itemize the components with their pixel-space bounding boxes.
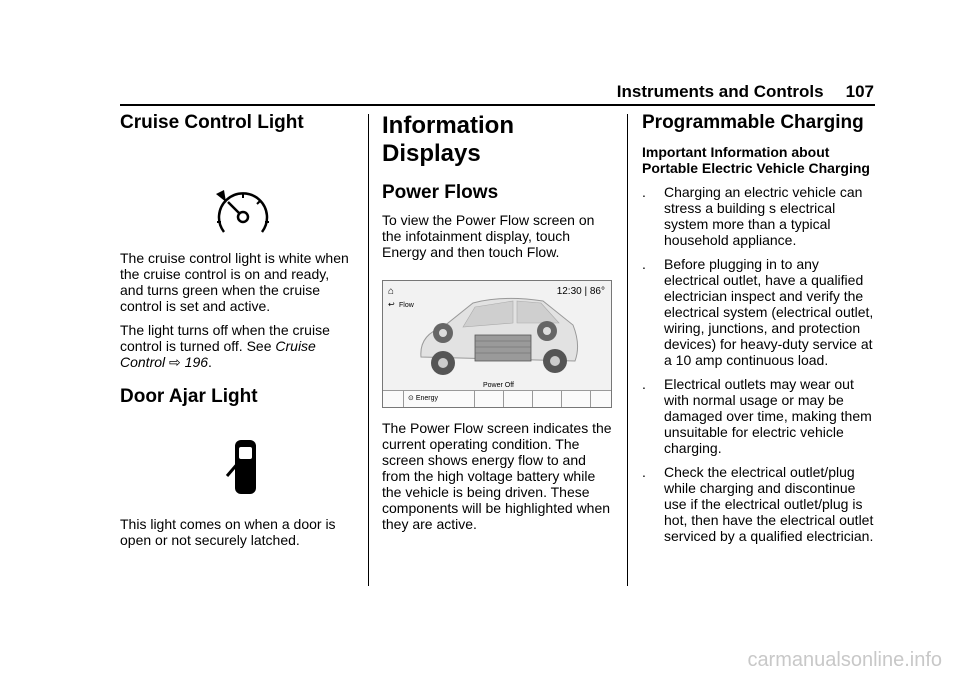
- page-number: 107: [845, 82, 874, 101]
- information-displays-heading: Information Displays: [382, 112, 514, 167]
- section-title: Instruments and Controls: [616, 82, 824, 101]
- cruise-control-icon-area: [120, 134, 352, 250]
- screen-bottom-bar: [383, 390, 611, 407]
- programmable-charging-heading: Programmable Charging: [642, 112, 864, 133]
- door-ajar-icon-area: [120, 408, 352, 516]
- column-2: [382, 112, 616, 540]
- list-item: . Check the electrical outlet/plug while charging and discontinue use if the electrical outlet/plug is hot, then have the electrical outlet serviced by a qualified electrician.: [642, 464, 874, 544]
- power-flows-heading: Power Flows: [382, 182, 499, 203]
- energy-tab[interactable]: ⊙ Energy: [404, 391, 475, 407]
- screen-clock: 12:30 | 86°: [556, 286, 605, 297]
- charging-bullet-list: [642, 184, 874, 544]
- vehicle-power-flow-graphic: [413, 295, 583, 381]
- list-item: . Before plugging in to any electrical outlet, have a qualified electrician inspect and verify the electrical system (electrical outlet, wiring, junctions, and protection devices) for heavy-duty service at a 10 amp continuous load.: [642, 256, 874, 368]
- cruise-control-link[interactable]: Cruise Control: [120, 338, 316, 370]
- cruise-control-paragraph-2: The light turns off when the cruise control is turned off. See Cruise Control ⇨ 196.: [120, 322, 330, 370]
- cruise-control-heading: Cruise Control Light: [120, 112, 304, 133]
- home-icon: ⌂: [388, 286, 395, 297]
- column-divider-1: [368, 114, 369, 586]
- header-rule: [120, 104, 875, 106]
- list-item: . Charging an electric vehicle can stress a building s electrical system more than a typical household appliance.: [642, 184, 863, 248]
- power-flows-paragraph-2: The Power Flow screen indicates the current operating condition. The screen shows energy flow to and from the high voltage battery while the vehicle is being driven. These components will be highlighted when they are active.: [382, 420, 612, 532]
- power-flows-paragraph-1: To view the Power Flow screen on the infotainment display, touch Energy and then touch Flow.: [382, 212, 595, 260]
- back-icon: ↩: [388, 300, 395, 309]
- door-ajar-paragraph: This light comes on when a door is open or not securely latched.: [120, 516, 336, 548]
- cruise-control-paragraph-1: The cruise control light is white when the cruise control is on and ready, and turns green when the cruise control is set and active.: [120, 250, 349, 314]
- cruise-control-page-ref[interactable]: 196: [184, 354, 209, 370]
- screen-flow-label: Flow: [399, 302, 414, 309]
- screen-status: Power Off: [483, 382, 514, 389]
- door-ajar-heading: Door Ajar Light: [120, 386, 258, 407]
- power-flow-screen-illustration: [382, 280, 612, 408]
- cruise-control-gauge-icon: [212, 186, 272, 240]
- list-item: . Electrical outlets may wear out with normal usage or may be damaged over time, making them unsuitable for electric vehicle charging.: [642, 376, 872, 456]
- door-ajar-icon: [225, 438, 265, 498]
- portable-charging-subheading: Important Information about Portable Electric Vehicle Charging: [642, 144, 870, 176]
- running-header: [617, 82, 874, 102]
- page-ref-arrow-icon: ⇨: [169, 354, 181, 370]
- watermark-text: carmanualsonline.info: [747, 649, 942, 671]
- column-3: [642, 112, 874, 552]
- column-1: [120, 112, 352, 556]
- column-divider-2: [627, 114, 628, 586]
